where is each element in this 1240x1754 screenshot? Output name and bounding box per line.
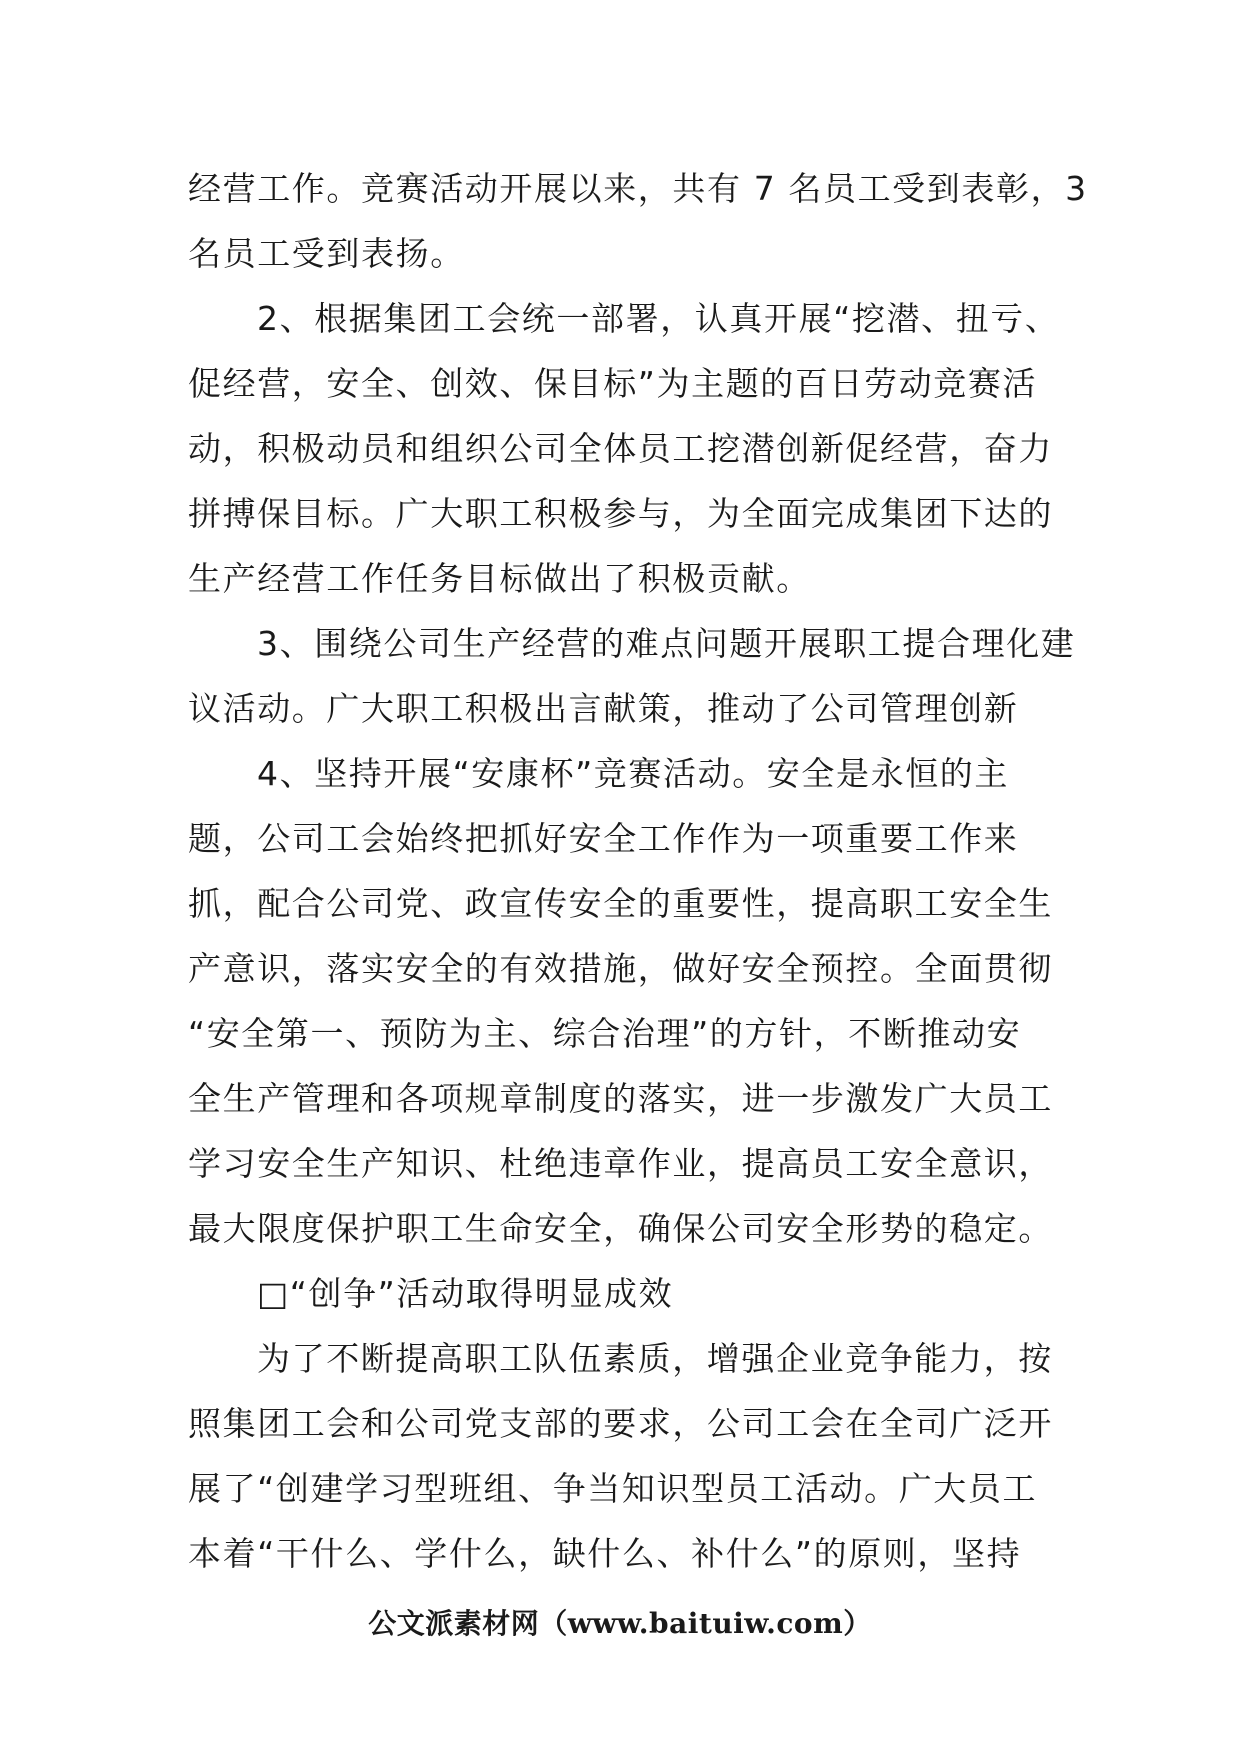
text-line: 生产经营工作任务目标做出了积极贡献。 — [188, 559, 811, 598]
text-line: 最大限度保护职工生命安全，确保公司安全形势的稳定。 — [188, 1209, 1053, 1248]
page-footer-watermark: 公文派素材网（www.baituiw.com） — [368, 1607, 872, 1640]
paragraph-start-line: 4、坚持开展“安康杯”竞赛活动。安全是永恒的主 — [257, 754, 1009, 793]
text-line: 展了“创建学习型班组、争当知识型员工活动。广大员工 — [188, 1469, 1038, 1508]
paragraph-start-line: 2、根据集团工会统一部署，认真开展“挖潜、扭亏、 — [257, 299, 1060, 338]
paragraph-start-line: 为了不断提高职工队伍素质，增强企业竞争能力，按 — [257, 1339, 1053, 1378]
text-line: 产意识，落实安全的有效措施，做好安全预控。全面贯彻 — [188, 949, 1053, 988]
text-line: 拼搏保目标。广大职工积极参与，为全面完成集团下达的 — [188, 494, 1053, 533]
text-line: 经营工作。竞赛活动开展以来，共有 7 名员工受到表彰，3 — [188, 169, 1088, 208]
document-body — [188, 156, 1088, 1586]
text-line: 本着“干什么、学什么，缺什么、补什么”的原则，坚持 — [188, 1534, 1022, 1573]
text-line: 照集团工会和公司党支部的要求，公司工会在全司广泛开 — [188, 1404, 1053, 1443]
text-line: 抓，配合公司党、政宣传安全的重要性，提高职工安全生 — [188, 884, 1053, 923]
text-line: 题，公司工会始终把抓好安全工作作为一项重要工作来 — [188, 819, 1019, 858]
text-line: 学习安全生产知识、杜绝违章作业，提高员工安全意识， — [188, 1144, 1053, 1183]
text-line: 全生产管理和各项规章制度的落实，进一步激发广大员工 — [188, 1079, 1053, 1118]
text-line: 动，积极动员和组织公司全体员工挖潜创新促经营，奋力 — [188, 429, 1053, 468]
paragraph-start-line: 3、围绕公司生产经营的难点问题开展职工提合理化建 — [257, 624, 1076, 663]
text-line: 议活动。广大职工积极出言献策，推动了公司管理创新 — [188, 689, 1019, 728]
text-line: 促经营，安全、创效、保目标”为主题的百日劳动竞赛活 — [188, 364, 1038, 403]
section-heading: □“创争”活动取得明显成效 — [257, 1274, 674, 1313]
text-line: 名员工受到表扬。 — [188, 234, 465, 273]
text-line: “安全第一、预防为主、综合治理”的方针，不断推动安 — [188, 1014, 1022, 1053]
